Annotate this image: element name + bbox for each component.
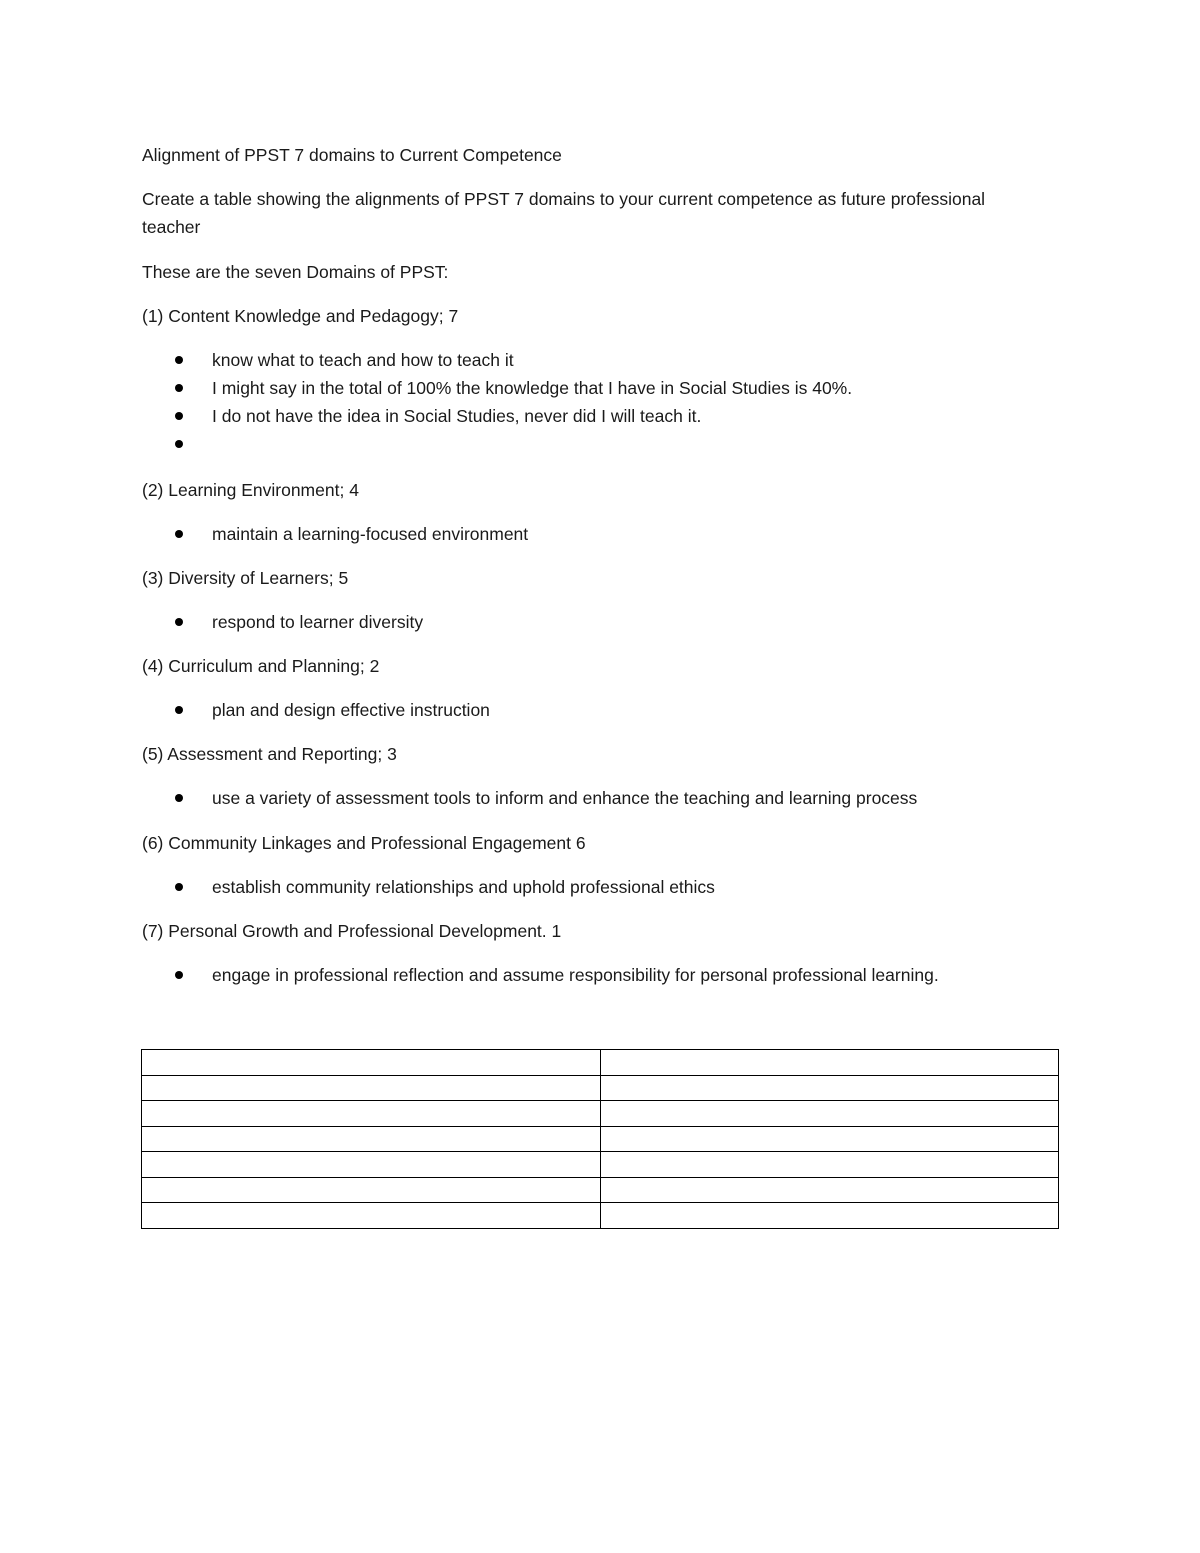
domain-6-bullets	[142, 873, 1102, 901]
table-cell	[600, 1101, 1059, 1127]
domain-2-bullets	[142, 520, 1102, 548]
domain-heading-3: (3) Diversity of Learners; 5	[142, 568, 349, 588]
domain-1-bullets	[142, 346, 1102, 458]
domain-7-bullets	[142, 961, 1102, 989]
bullet-text: maintain a learning-focused environment	[212, 524, 529, 544]
table-row	[142, 1203, 1059, 1229]
bullet-text: engage in professional reflection and assume responsibility for personal professional learning.	[212, 965, 939, 985]
list-item	[142, 374, 1102, 402]
domain-heading-5: (5) Assessment and Reporting; 3	[142, 744, 397, 764]
list-item	[142, 402, 1102, 430]
bullet-icon	[175, 794, 183, 802]
bullet-text: establish community relationships and uphold professional ethics	[212, 877, 715, 897]
bullet-text: I do not have the idea in Social Studies, never did I will teach it.	[212, 406, 702, 426]
intro-paragraph: These are the seven Domains of PPST:	[142, 262, 449, 282]
list-item	[142, 784, 1102, 812]
bullet-icon	[175, 440, 183, 448]
bullet-icon	[175, 706, 183, 714]
table-cell	[600, 1177, 1059, 1203]
domain-heading-4: (4) Curriculum and Planning; 2	[142, 656, 380, 676]
list-item	[142, 608, 1102, 636]
bullet-icon	[175, 971, 183, 979]
table-cell	[142, 1126, 601, 1152]
table-cell	[142, 1050, 601, 1076]
bullet-text: know what to teach and how to teach it	[212, 350, 514, 370]
table-cell	[600, 1152, 1059, 1178]
bullet-text: I might say in the total of 100% the knowledge that I have in Social Studies is 40%.	[212, 378, 853, 398]
table-row	[142, 1050, 1059, 1076]
bullet-text: respond to learner diversity	[212, 612, 424, 632]
list-item	[142, 873, 1102, 901]
table-row	[142, 1177, 1059, 1203]
domain-4-bullets	[142, 696, 1102, 724]
bullet-icon	[175, 883, 183, 891]
domain-5-bullets	[142, 784, 1102, 812]
domain-heading-1: (1) Content Knowledge and Pedagogy; 7	[142, 306, 459, 326]
table-cell	[142, 1177, 601, 1203]
list-item	[142, 346, 1102, 374]
document-title: Alignment of PPST 7 domains to Current Competence	[142, 145, 562, 165]
table-row	[142, 1101, 1059, 1127]
bullet-icon	[175, 356, 183, 364]
list-item	[142, 961, 1102, 989]
list-item	[142, 696, 1102, 724]
list-item	[142, 520, 1102, 548]
table-cell	[600, 1075, 1059, 1101]
bullet-icon	[175, 412, 183, 420]
table-row	[142, 1126, 1059, 1152]
table-cell	[600, 1126, 1059, 1152]
bullet-icon	[175, 530, 183, 538]
bullet-text: plan and design effective instruction	[212, 700, 490, 720]
table-cell	[142, 1075, 601, 1101]
domain-heading-2: (2) Learning Environment; 4	[142, 480, 359, 500]
table-cell	[142, 1203, 601, 1229]
bullet-icon	[175, 618, 183, 626]
domain-heading-7: (7) Personal Growth and Professional Development. 1	[142, 921, 562, 941]
domain-heading-6: (6) Community Linkages and Professional Engagement 6	[142, 833, 586, 853]
table-row	[142, 1152, 1059, 1178]
table-cell	[600, 1203, 1059, 1229]
bullet-text: use a variety of assessment tools to inform and enhance the teaching and learning process	[212, 788, 918, 808]
alignment-table	[141, 1049, 1059, 1229]
bullet-icon	[175, 384, 183, 392]
instruction-paragraph: Create a table showing the alignments of PPST 7 domains to your current competence as future professional teacher	[142, 189, 986, 237]
table-cell	[142, 1101, 601, 1127]
table-cell	[142, 1152, 601, 1178]
table-cell	[600, 1050, 1059, 1076]
list-item	[142, 430, 1102, 458]
domain-3-bullets	[142, 608, 1102, 636]
table-row	[142, 1075, 1059, 1101]
